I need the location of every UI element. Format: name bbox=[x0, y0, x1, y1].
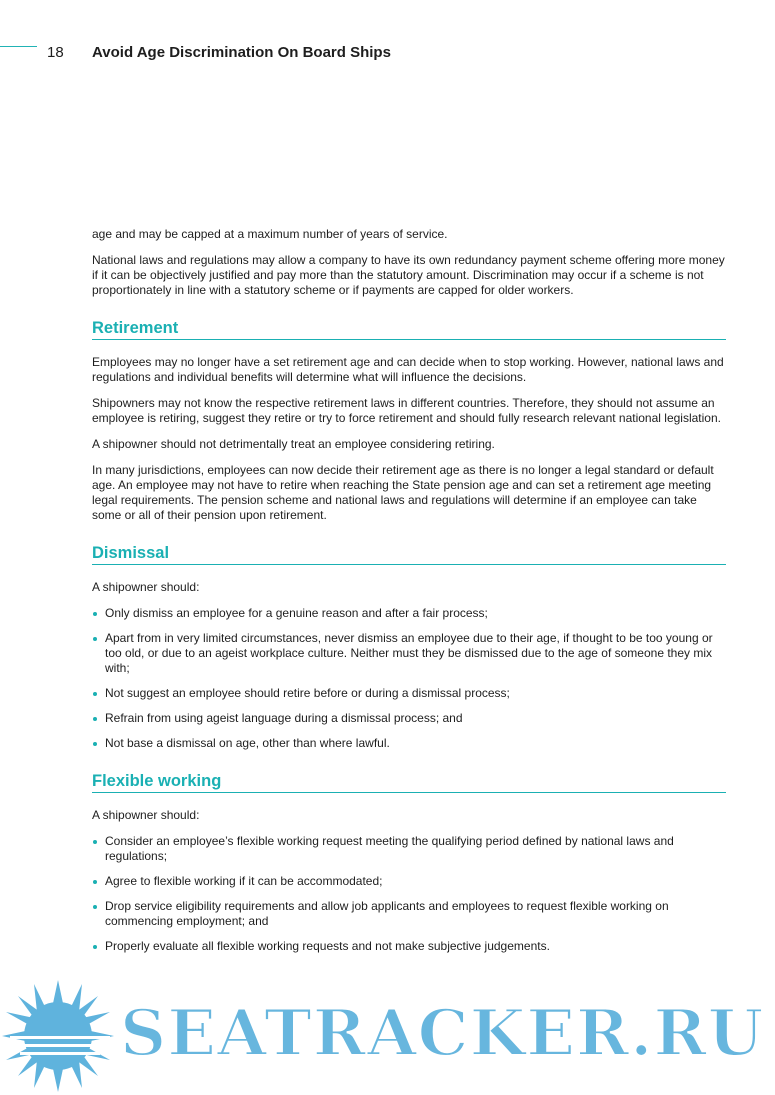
list-item: Not suggest an employee should retire before or during a dismissal process; bbox=[92, 686, 726, 701]
paragraph: In many jurisdictions, employees can now decide their retirement age as there is no longer a legal standard or default age. An employee may not have to retire when reaching the State pension age and can set a retirement age meeting legal requirements. The pension scheme and national laws and regulations will determine if an employee can take some or all of their pension upon retirement. bbox=[92, 463, 714, 522]
page-body bbox=[92, 227, 726, 964]
sun-icon bbox=[2, 980, 114, 1092]
list-item: Consider an employee’s flexible working request meeting the qualifying period defined by national laws and regulations; bbox=[92, 834, 726, 864]
header-accent-line bbox=[0, 46, 37, 47]
list-item: Drop service eligibility requirements and allow job applicants and employees to request flexible working on commencing employment; and bbox=[92, 899, 726, 929]
document-title: Avoid Age Discrimination On Board Ships bbox=[92, 44, 391, 61]
list-lead: A shipowner should: bbox=[92, 580, 200, 594]
page-number: 18 bbox=[47, 44, 64, 61]
paragraph: National laws and regulations may allow a company to have its own redundancy payment scheme offering more money if it can be objectively justified and pay more than the statutory amount. Discrimination may occur if a scheme is not proportionately in line with a statutory scheme or if payments are capped for older workers. bbox=[92, 253, 725, 297]
paragraph: Shipowners may not know the respective retirement laws in different countries. Therefore, they should not assume an employee is retiring, suggest they retire or try to force retirement and should fully research relevant national legislation. bbox=[92, 396, 721, 425]
list-lead: A shipowner should: bbox=[92, 808, 200, 822]
section-heading-flexible-working: Flexible working bbox=[92, 771, 726, 793]
list-item: Apart from in very limited circumstances, never dismiss an employee due to their age, if thought to be too young or too old, or due to an ageist workplace culture. Neither must they be dismissed due to the age of someone they mix with; bbox=[92, 631, 726, 676]
paragraph: A shipowner should not detrimentally treat an employee considering retiring. bbox=[92, 437, 495, 451]
paragraph: age and may be capped at a maximum number of years of service. bbox=[92, 227, 448, 241]
paragraph: Employees may no longer have a set retirement age and can decide when to stop working. However, national laws and regulations and individual benefits will determine what will influence the decisions. bbox=[92, 355, 724, 384]
list-item: Refrain from using ageist language during a dismissal process; and bbox=[92, 711, 726, 726]
list-item: Properly evaluate all flexible working requests and not make subjective judgements. bbox=[92, 939, 726, 954]
flexible-working-list bbox=[92, 834, 726, 954]
dismissal-list bbox=[92, 606, 726, 751]
list-item: Agree to flexible working if it can be accommodated; bbox=[92, 874, 726, 889]
watermark-text: SEATRACKER.RU bbox=[120, 996, 765, 1071]
section-heading-dismissal: Dismissal bbox=[92, 543, 726, 565]
list-item: Not base a dismissal on age, other than where lawful. bbox=[92, 736, 726, 751]
list-item: Only dismiss an employee for a genuine reason and after a fair process; bbox=[92, 606, 726, 621]
section-heading-retirement: Retirement bbox=[92, 318, 726, 340]
